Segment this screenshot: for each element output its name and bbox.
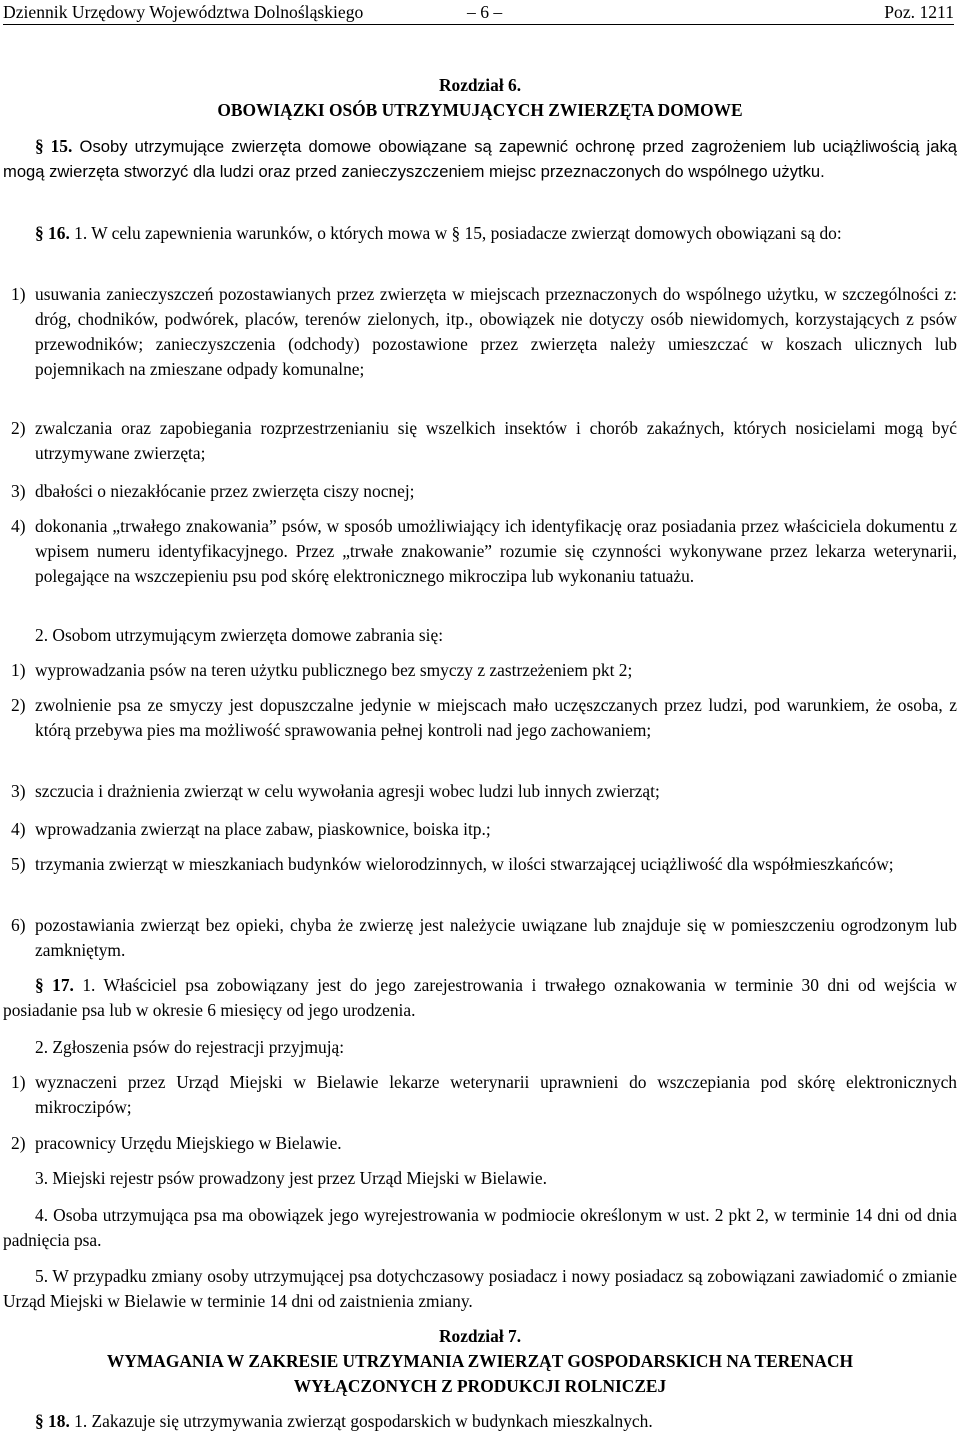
chapter-7-title-line-2: WYŁĄCZONYCH Z PRODUKCJI ROLNICZEJ <box>293 1376 667 1396</box>
section-sign: § <box>35 223 49 243</box>
section-15-text: Osoby utrzymujące zwierzęta domowe obowiązane są zapewnić ochronę przed zagrożeniem lub uciążliwością jaką mogą zwierzęta stworzyć dla ludzi oraz przed zanieczyszczeniem miejsc przeznaczonych do wspólnego użytku. <box>3 137 957 181</box>
section-17-ust-2: 2. Zgłoszenia psów do rejestracji przyjmują: <box>35 1037 345 1057</box>
journal-name: Dziennik Urzędowy Województwa Dolnośląskiego <box>3 2 364 22</box>
section-17-ust-5: 5. W przypadku zmiany osoby utrzymującej psa dotychczasowy posiadacz i nowy posiadacz są zobowiązani zawiadomić o zmianie Urząd Miejski w Bielawie w terminie 14 dni od zaistnienia zmiany. <box>3 1266 957 1311</box>
section-17-ust-4: 4. Osoba utrzymująca psa ma obowiązek jego wyrejestrowania w podmiocie określonym w ust. 2 pkt 2, w terminie 14 dni od dnia padnięcia psa. <box>3 1205 957 1250</box>
section-17-number: 17. <box>52 975 74 995</box>
chapter-6-title: OBOWIĄZKI OSÓB UTRZYMUJĄCYCH ZWIERZĘTA DOMOWE <box>217 100 743 120</box>
list-item: 2) zwolnienie psa ze smyczy jest dopuszczalne jedynie w miejscach mało uczęszczanych przez ludzi, pod warunkiem, że osoba, z którą przebywa pies ma możliwość sprawowania pełnej kontroli nad jego zachowaniem; <box>11 695 957 740</box>
section-18: § 18. 1. Zakazuje się utrzymywania zwierząt gospodarskich w budynkach mieszkalnych. <box>35 1411 653 1431</box>
list-item: 1) wyznaczeni przez Urząd Miejski w Bielawie lekarze weterynarii uprawnieni do wszczepiania pod skórę elektronicznych mikroczipów; <box>11 1072 957 1117</box>
section-15-number: 15. <box>50 136 73 156</box>
list-item: 3) szczucia i drażnienia zwierząt w celu wywołania agresji wobec ludzi lub innych zwierząt; <box>11 781 660 801</box>
list-item: 1) wyprowadzania psów na teren użytku publicznego bez smyczy z zastrzeżeniem pkt 2; <box>11 660 633 680</box>
section-16-ust-1 <box>3 221 957 246</box>
section-16-ust-1-text: 1. W celu zapewnienia warunków, o których mowa w § 15, posiadacze zwierząt domowych obowiązani są do: <box>74 223 842 243</box>
section-17-ust-1: § 17. 1. Właściciel psa zobowiązany jest do jego zarejestrowania i trwałego oznakowania w terminie 30 dni od wejścia w posiadanie psa lub w okresie 6 miesięcy od jego urodzenia. <box>3 975 957 1020</box>
list-item: 2) pracownicy Urzędu Miejskiego w Bielawie. <box>11 1133 342 1153</box>
section-15: § 15. Osoby utrzymujące zwierzęta domowe obowiązane są zapewnić ochronę przed zagrożeniem lub uciążliwością jaką mogą zwierzęta stworzyć dla ludzi oraz przed zanieczyszczeniem miejsc przeznaczonych do wspólnego użytku. <box>3 136 957 181</box>
section-17-ust-3: 3. Miejski rejestr psów prowadzony jest przez Urząd Miejski w Bielawie. <box>35 1168 547 1188</box>
list-item: 6) pozostawiania zwierząt bez opieki, chyba że zwierzę jest należycie uwiązane lub znajduje się w pomieszczeniu ogrodzonym lub zamkniętym. <box>11 915 957 960</box>
chapter-6-label: Rozdział 6. <box>438 75 522 95</box>
chapter-7-label: Rozdział 7. <box>438 1326 522 1346</box>
list-item: 2) zwalczania oraz zapobiegania rozprzestrzenianiu się wszelkich insektów i chorób zakaźnych, których nosicielami mogą być utrzymywane zwierzęta; <box>11 418 957 463</box>
page-number: – 6 – <box>467 2 503 22</box>
list-item: 4) wprowadzania zwierząt na place zabaw, piaskownice, boiska itp.; <box>11 819 491 839</box>
list-item: 4) dokonania „trwałego znakowania” psów, w sposób umożliwiający ich identyfikację oraz posiadania przez właściciela dokumentu z wpisem numeru identyfikacyjnego. Przez „trwałe znakowanie” rozumie się czynności wykonywane przez lekarza weterynarii, polegające na wszczepieniu psu pod skórę elektronicznego mikroczipa lub wykonaniu tatuażu. <box>11 516 957 586</box>
position-number: Poz. 1211 <box>884 2 954 22</box>
list-item: 1) usuwania zanieczyszczeń pozostawianych przez zwierzęta w miejscach przeznaczonych do wspólnego użytku, w szczególności z: dróg, chodników, podwórek, placów, terenów zielonych, itp., obowiązek nie dotyczy osób niewidomych, korzystających z psów przewodników; zanieczyszczenia (odchody) pozostawione przez zwierzęta należy umieszczać w koszach ulicznych lub pojemnikach na zmieszane odpady komunalne; <box>11 284 957 379</box>
section-18-number: 18. <box>48 1411 70 1431</box>
section-16-ust-2: 2. Osobom utrzymującym zwierzęta domowe zabrania się: <box>35 625 444 645</box>
page-header <box>3 0 954 25</box>
list-item: 5) trzymania zwierząt w mieszkaniach budynków wielorodzinnych, w ilości stwarzającej uciążliwość dla współmieszkańców; <box>11 854 894 874</box>
section-16-number: 16. <box>48 223 70 243</box>
chapter-7-title-line-1: WYMAGANIA W ZAKRESIE UTRZYMANIA ZWIERZĄT GOSPODARSKICH NA TERENACH <box>106 1351 854 1371</box>
list-item: 3) dbałości o niezakłócanie przez zwierzęta ciszy nocnej; <box>11 481 415 501</box>
